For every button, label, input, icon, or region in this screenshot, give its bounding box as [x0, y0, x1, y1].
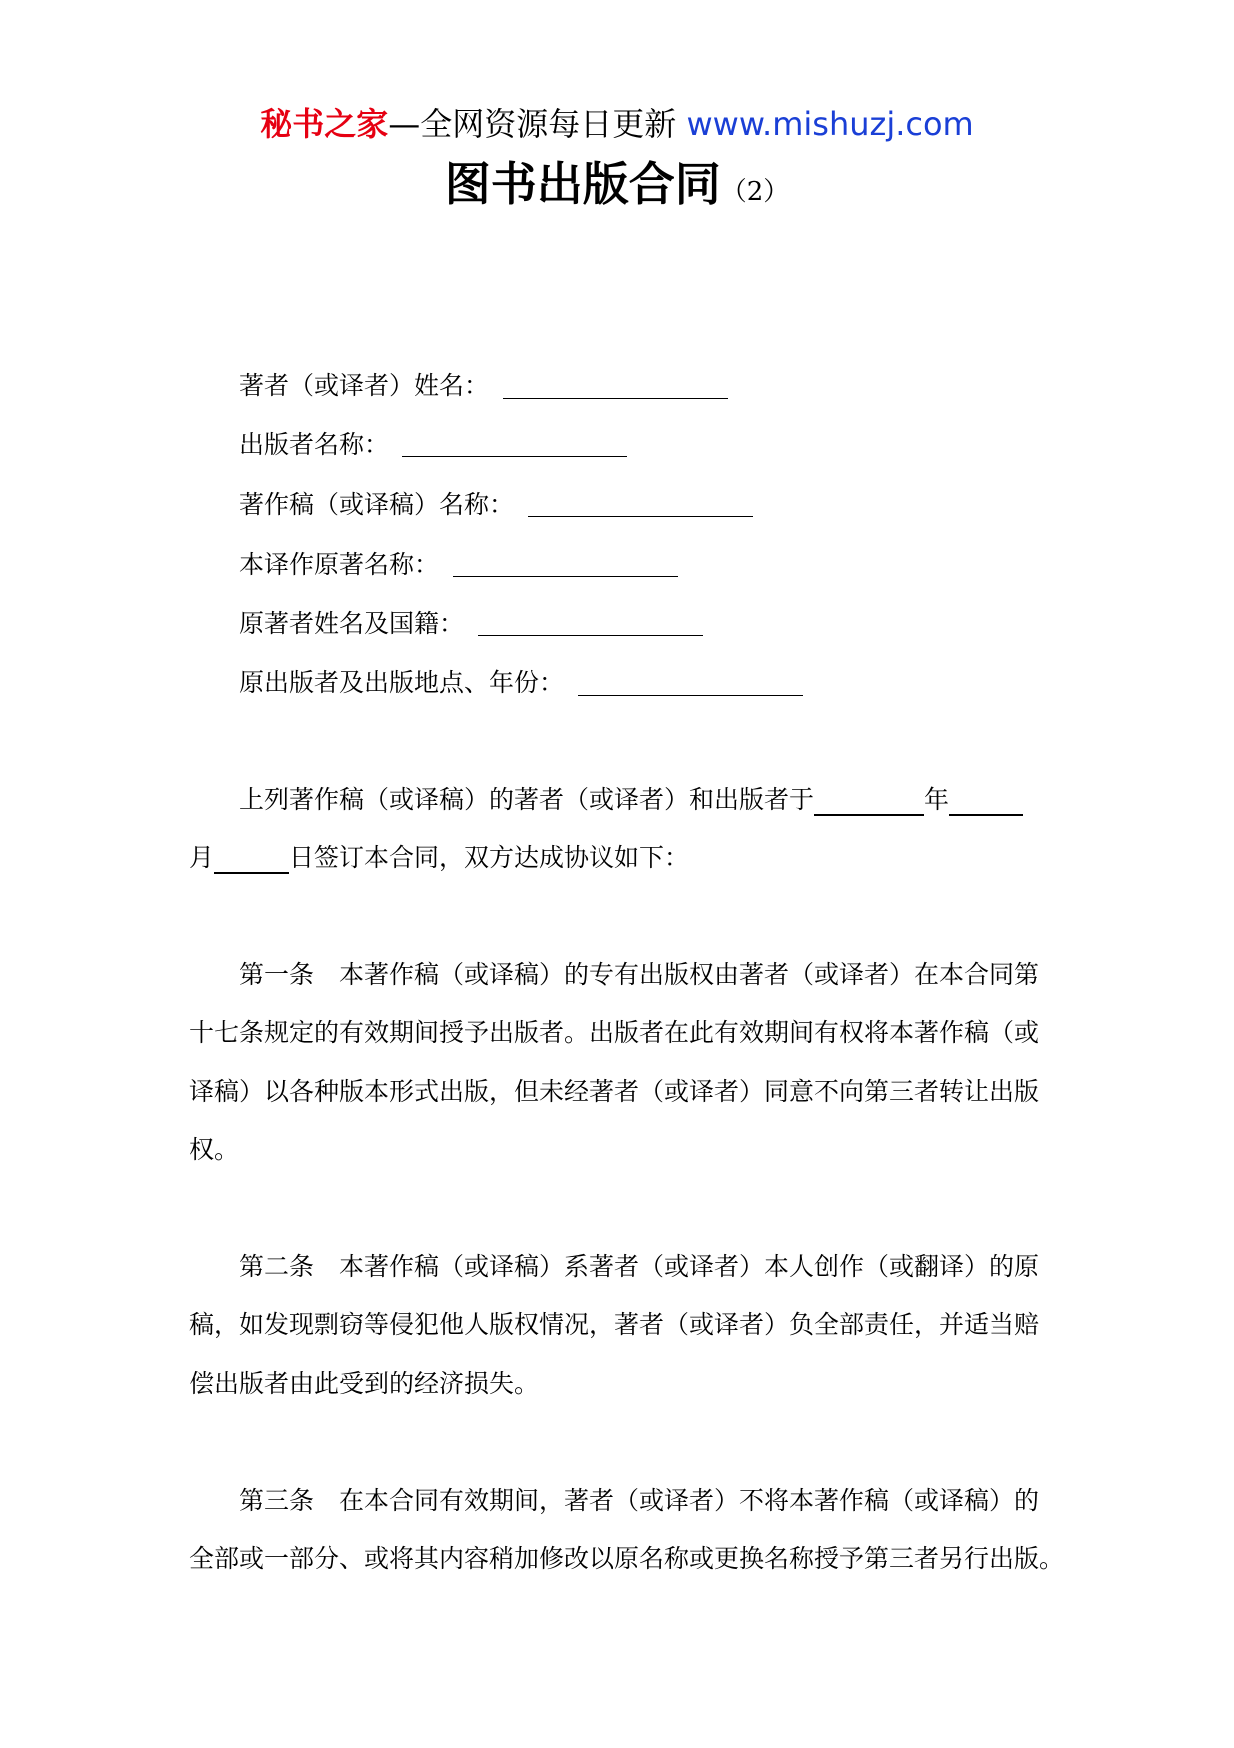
- blank-day[interactable]: [214, 846, 289, 874]
- site-brand: 秘书之家: [260, 105, 389, 143]
- field-label: 著者（或译者）姓名：: [239, 371, 490, 400]
- field-original-author: [239, 604, 464, 644]
- field-blank-original-publisher[interactable]: [578, 695, 803, 696]
- site-header: [0, 100, 1234, 148]
- intro-line-1: [239, 780, 1023, 816]
- field-label: 著作稿（或译稿）名称：: [239, 490, 515, 519]
- article-line: 十七条规定的有效期间授予出版者。出版者在此有效期间有权将本著作稿（或: [189, 1018, 1040, 1047]
- article-line: 稿，如发现剽窃等侵犯他人版权情况，著者（或译者）负全部责任，并适当赔: [189, 1310, 1040, 1339]
- blank-month[interactable]: [949, 788, 1023, 816]
- field-label: 本译作原著名称：: [239, 550, 440, 579]
- article-line: 全部或一部分、或将其内容稍加修改以原名称或更换名称授予第三者另行出版。: [189, 1544, 1065, 1573]
- field-publisher-name: [239, 425, 389, 465]
- article-line: 第二条 本著作稿（或译稿）系著者（或译者）本人创作（或翻译）的原: [239, 1252, 1040, 1281]
- article-line: 第一条 本著作稿（或译稿）的专有出版权由著者（或译者）在本合同第: [239, 960, 1040, 989]
- field-label: 出版者名称：: [239, 430, 390, 459]
- field-original-publisher: [239, 663, 564, 703]
- field-work-title: [239, 485, 514, 525]
- site-url-link[interactable]: www.mishuzj.com: [686, 105, 974, 143]
- document-title: [0, 152, 1234, 216]
- article-line: 译稿）以各种版本形式出版，但未经著者（或译者）同意不向第三者转让出版: [189, 1077, 1040, 1106]
- field-blank-original-author[interactable]: [478, 635, 703, 636]
- intro-line-2: [189, 838, 689, 874]
- field-blank-work-title[interactable]: [528, 516, 753, 517]
- article-line: 权。: [189, 1135, 240, 1164]
- field-author-name: [239, 366, 489, 406]
- field-label: 原出版者及出版地点、年份：: [239, 668, 565, 697]
- site-slogan: —全网资源每日更新: [388, 105, 677, 143]
- blank-year[interactable]: [814, 788, 924, 816]
- field-original-title: [239, 545, 439, 585]
- article-line: 偿出版者由此受到的经济损失。: [189, 1369, 540, 1398]
- field-blank-original-title[interactable]: [453, 576, 678, 577]
- year-label: 年: [924, 785, 950, 814]
- intro-text: 日签订本合同，双方达成协议如下：: [289, 843, 690, 872]
- article-line: 第三条 在本合同有效期间，著者（或译者）不将本著作稿（或译稿）的: [239, 1486, 1040, 1515]
- field-blank-author-name[interactable]: [503, 398, 728, 399]
- title-main: 图书出版合同: [444, 157, 721, 211]
- intro-text: 上列著作稿（或译稿）的著者（或译者）和出版者于: [239, 785, 815, 814]
- field-blank-publisher-name[interactable]: [402, 456, 627, 457]
- month-label: 月: [189, 843, 215, 872]
- title-suffix: （2）: [720, 177, 790, 207]
- field-label: 原著者姓名及国籍：: [239, 609, 465, 638]
